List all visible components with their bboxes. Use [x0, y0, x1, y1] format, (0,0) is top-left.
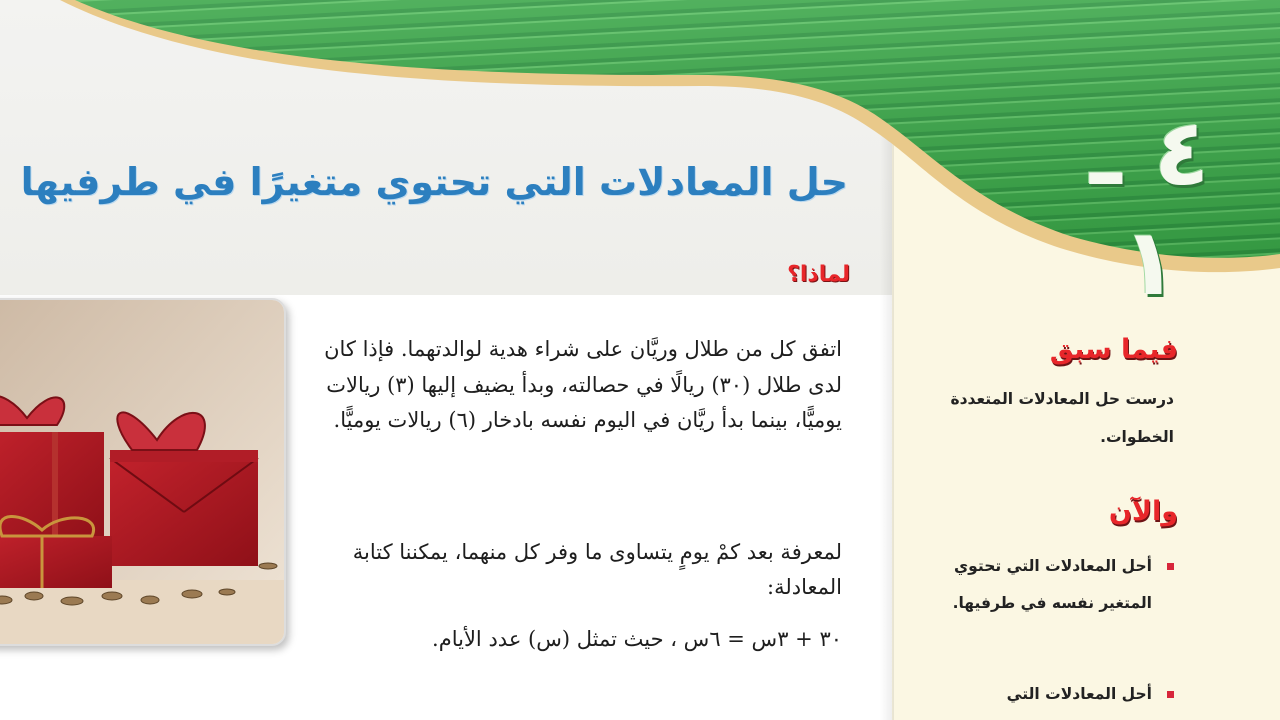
why-paragraph-1 [312, 332, 842, 439]
objective-item [914, 676, 1174, 713]
objectives-list-continued [914, 676, 1174, 713]
lesson-number: ٤ ـ ١ [1090, 99, 1210, 316]
objective-text: أحل المعادلات التي [1006, 685, 1152, 703]
now-heading: والآن [1108, 496, 1178, 527]
why-paragraph-2-text: لمعرفة بعد كمْ يومٍ يتساوى ما وفر كل منهما، يمكننا كتابة المعادلة: [352, 540, 842, 599]
gift-boxes-photo [0, 298, 286, 646]
gift-boxes-illustration [0, 300, 284, 644]
bullet-square-icon [1167, 691, 1174, 698]
equation-text: ٣٠ + ٣س = ٦س ، حيث تمثل (س) عدد الأيام. [432, 627, 842, 651]
bullet-square-icon [1167, 563, 1174, 570]
why-paragraph-1-text: اتفق كل من طلال وريَّان على شراء هدية لوالدتهما. فإذا كان لدى طلال (٣٠) ريالًا في حصالته، وبدأ يضيف إليها (٣) ريالات يوميًّا، بينما بدأ ريَّان في اليوم نفسه بادخار (٦) ريالات يوميًّا. [324, 337, 842, 432]
lesson-title: حل المعادلات التي تحتوي متغيرًا في طرفيها [20, 160, 848, 204]
previously-heading: فيما سبق [1049, 334, 1178, 365]
objective-item [914, 548, 1174, 622]
objectives-list [914, 548, 1174, 622]
objective-text: أحل المعادلات التي تحتوي المتغير نفسه في طرفيها. [952, 557, 1152, 612]
previously-text: درست حل المعادلات المتعددة الخطوات. [950, 390, 1174, 446]
equation-line [312, 622, 842, 657]
why-heading: لماذا؟ [787, 262, 850, 287]
why-paragraph-2 [312, 535, 842, 605]
